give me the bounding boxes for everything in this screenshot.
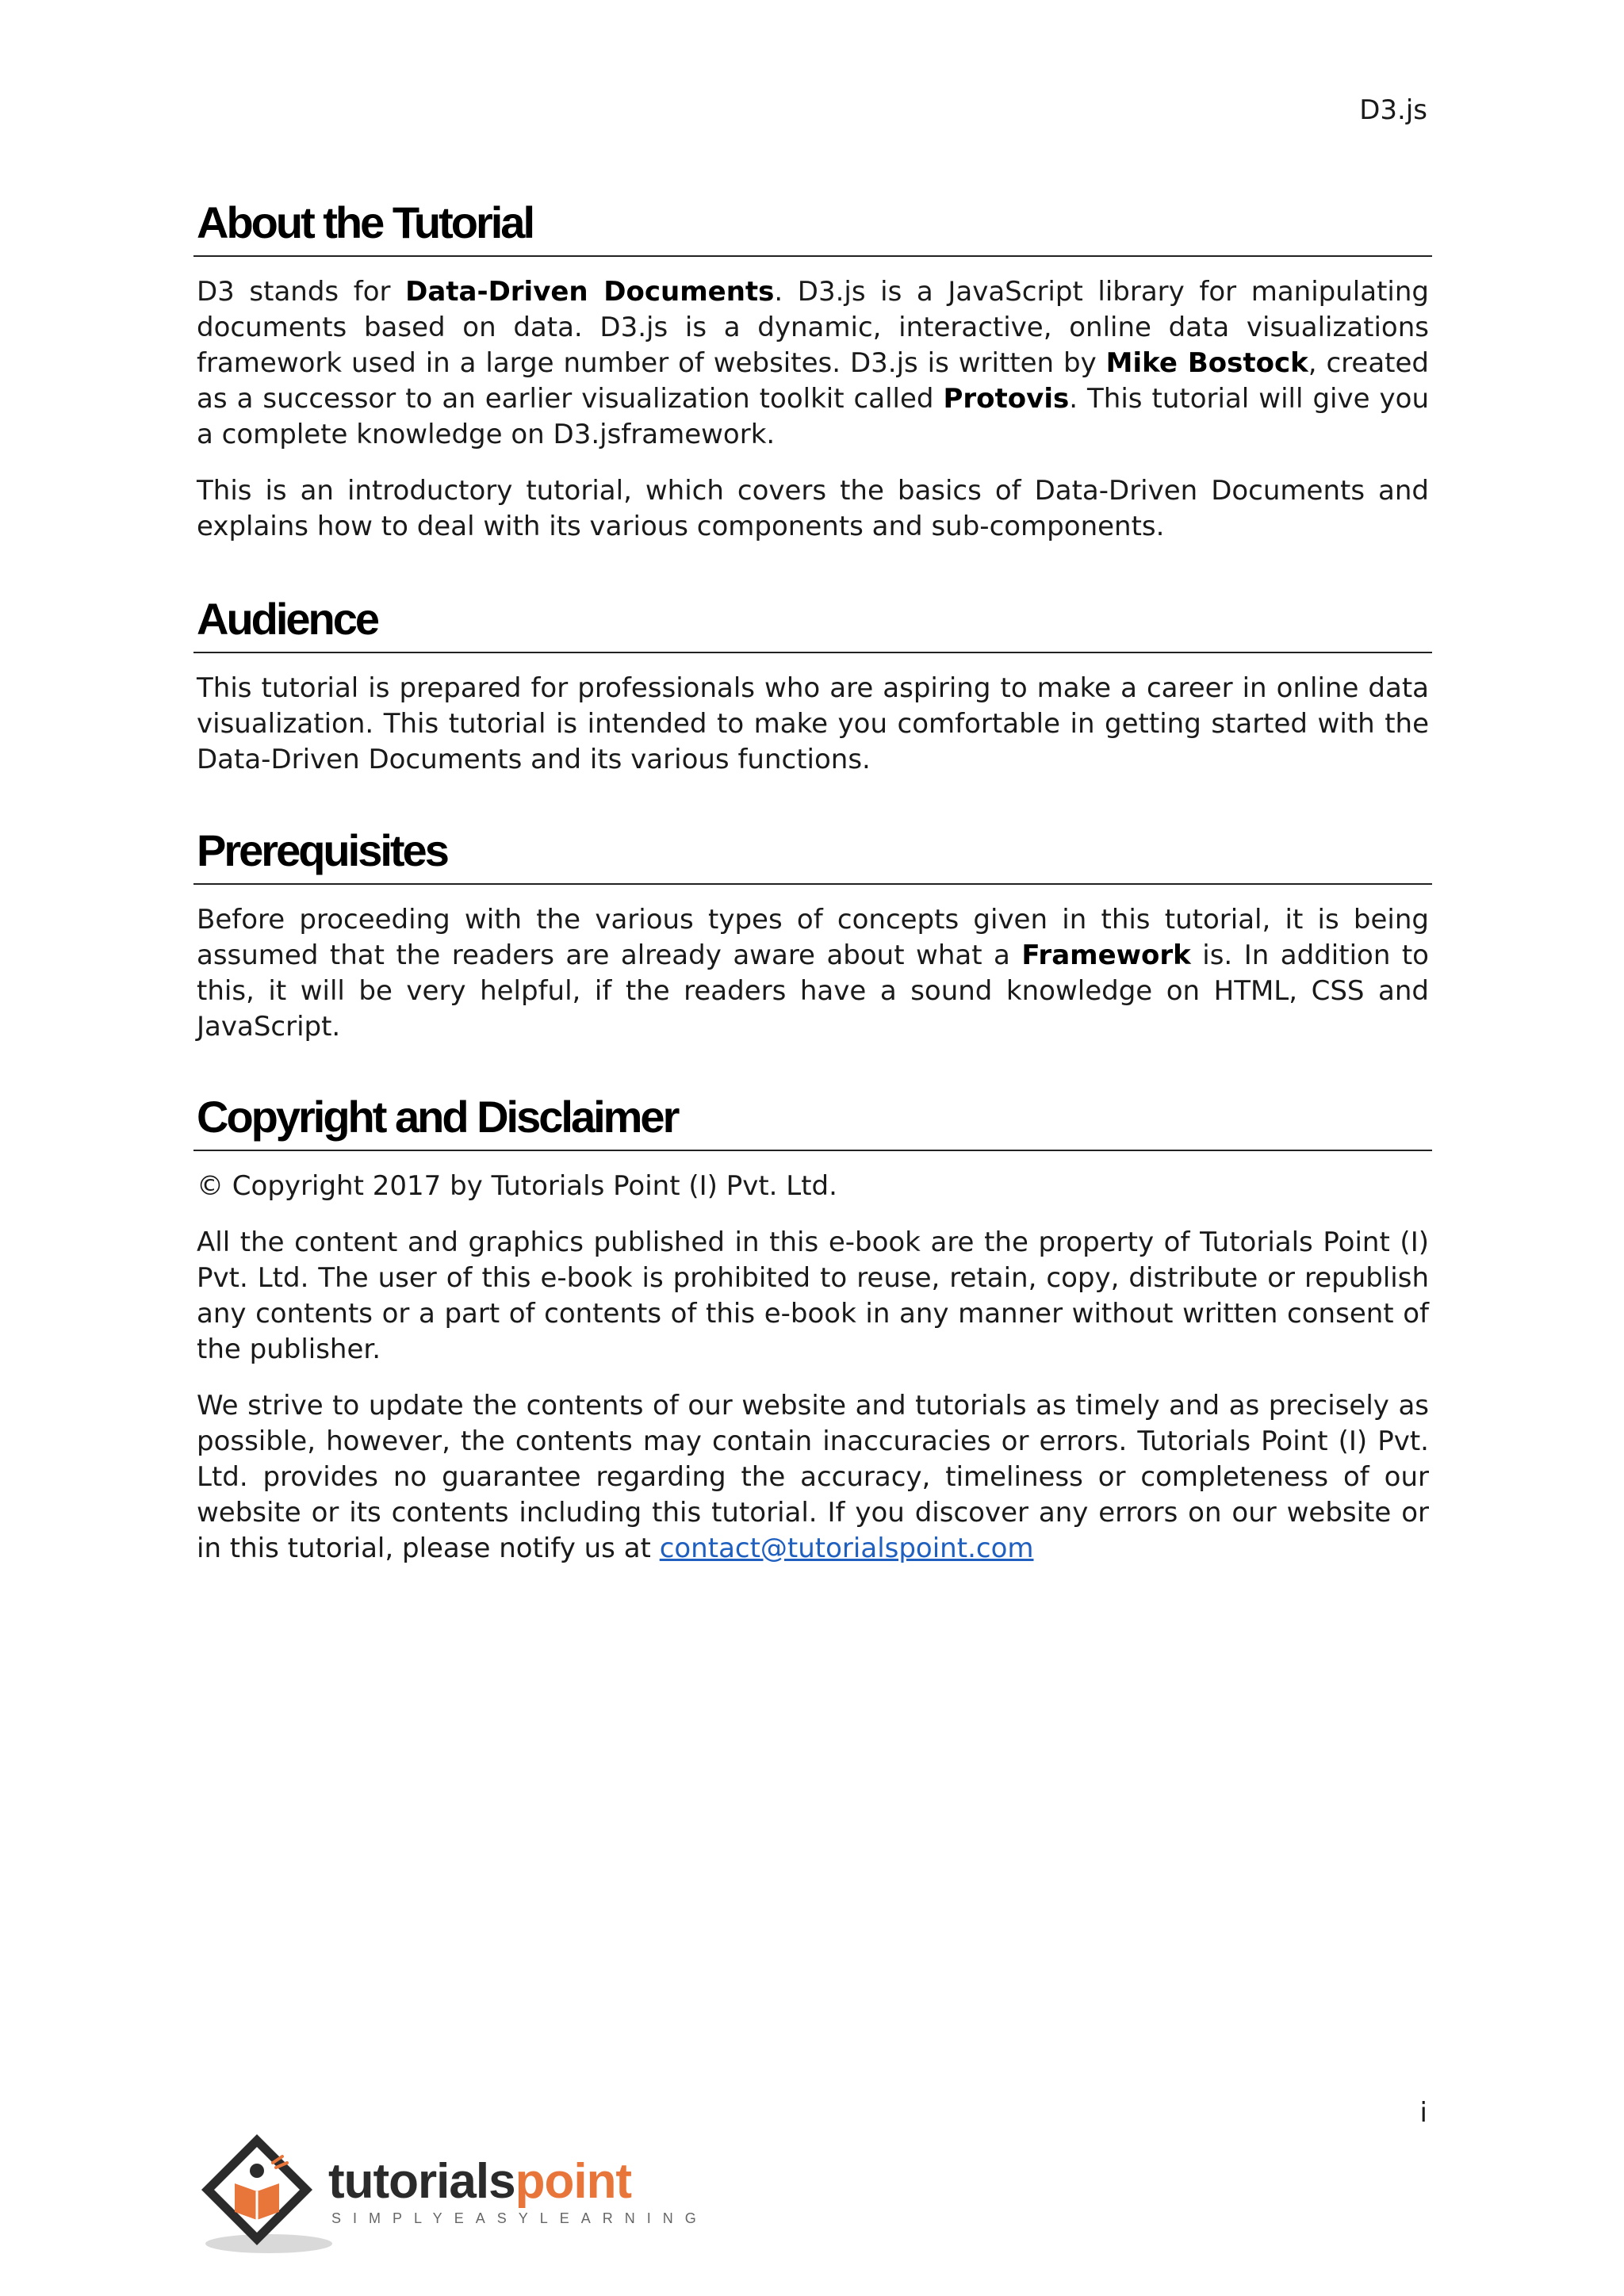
audience-paragraph: This tutorial is prepared for professionals who are aspiring to make a career in online data visualization. This tutorial is intended to make you comfortable in getting started with the Data-Driven Documents and its various functions. (197, 672, 1429, 775)
about-paragraph-1 (197, 274, 1429, 453)
text-run: is. In addition to this, it will be very helpful, if the readers have a sound knowledge on HTML, CSS and JavaScript. (197, 939, 1429, 1043)
section-audience (193, 595, 1432, 778)
copyright-paragraph-1: All the content and graphics published in this e-book are the property of Tutorials Point (I) Pvt. Ltd. The user of this e-book is prohibited to reuse, retain, copy, distribute or republish any contents or a part of contents of this e-book in any manner without written consent of the publisher. (197, 1226, 1429, 1365)
text-run: D3 stands for (197, 275, 406, 308)
copyright-line: © Copyright 2017 by Tutorials Point (I) Pvt. Ltd. (197, 1169, 837, 1202)
contact-email-link[interactable]: contact@tutorialspoint.com (659, 1532, 1034, 1564)
bold-term: Data-Driven Documents (405, 275, 775, 308)
tutorialspoint-logo (193, 2125, 708, 2260)
prerequisites-paragraph (197, 902, 1429, 1045)
logo-tagline: SIMPLYEASYLEARNING (331, 2210, 708, 2226)
logo-wordmark (328, 2154, 631, 2209)
section-prerequisites (193, 826, 1432, 1045)
section-about (193, 198, 1432, 545)
section-copyright (193, 1093, 1432, 1567)
heading-divider (193, 883, 1432, 885)
heading-divider (193, 652, 1432, 653)
bold-term: Framework (1021, 939, 1191, 971)
heading-divider (193, 255, 1432, 257)
logo-word-point: point (515, 2154, 632, 2209)
text-run: . This tutorial will give you a complete knowledge on D3.jsframework. (197, 382, 1429, 450)
bold-term: Protovis (943, 382, 1070, 415)
logo-head (250, 2164, 264, 2178)
heading-divider (193, 1150, 1432, 1151)
copyright-paragraph-2 (197, 1388, 1429, 1567)
logo-word-tutorials: tutorials (328, 2154, 515, 2209)
section-heading-about: About the Tutorial (197, 197, 533, 247)
text-run: . D3.js is a JavaScript library for manipulating documents based on data. D3.js is a dynamic, interactive, online data visualizations framework used in a large number of websites. D3.js is written by (197, 275, 1429, 379)
section-heading-copyright: Copyright and Disclaimer (197, 1092, 678, 1142)
text-run: , created as a successor to an earlier visualization toolkit called (197, 346, 1429, 415)
about-paragraph-2: This is an introductory tutorial, which covers the basics of Data-Driven Documents and explains how to deal with its various components and sub-components. (197, 474, 1429, 542)
text-run: We strive to update the contents of our website and tutorials as timely and as precisely as possible, however, the contents may contain inaccuracies or errors. Tutorials Point (I) Pvt. Ltd. provides no guarantee regarding the accuracy, timeliness or completeness of our website or its contents including this tutorial. If you discover any errors on our website or in this tutorial, please notify us at (197, 1389, 1429, 1564)
logo-shadow (205, 2234, 332, 2253)
bold-term: Mike Bostock (1105, 346, 1308, 379)
text-run: Before proceeding with the various types of concepts given in this tutorial, it is being assumed that the readers are already aware about what a (197, 903, 1429, 971)
page-number: i (1419, 2097, 1427, 2129)
section-heading-prerequisites: Prerequisites (197, 825, 447, 875)
section-heading-audience: Audience (197, 594, 378, 644)
document-title: D3.js (1359, 94, 1427, 126)
